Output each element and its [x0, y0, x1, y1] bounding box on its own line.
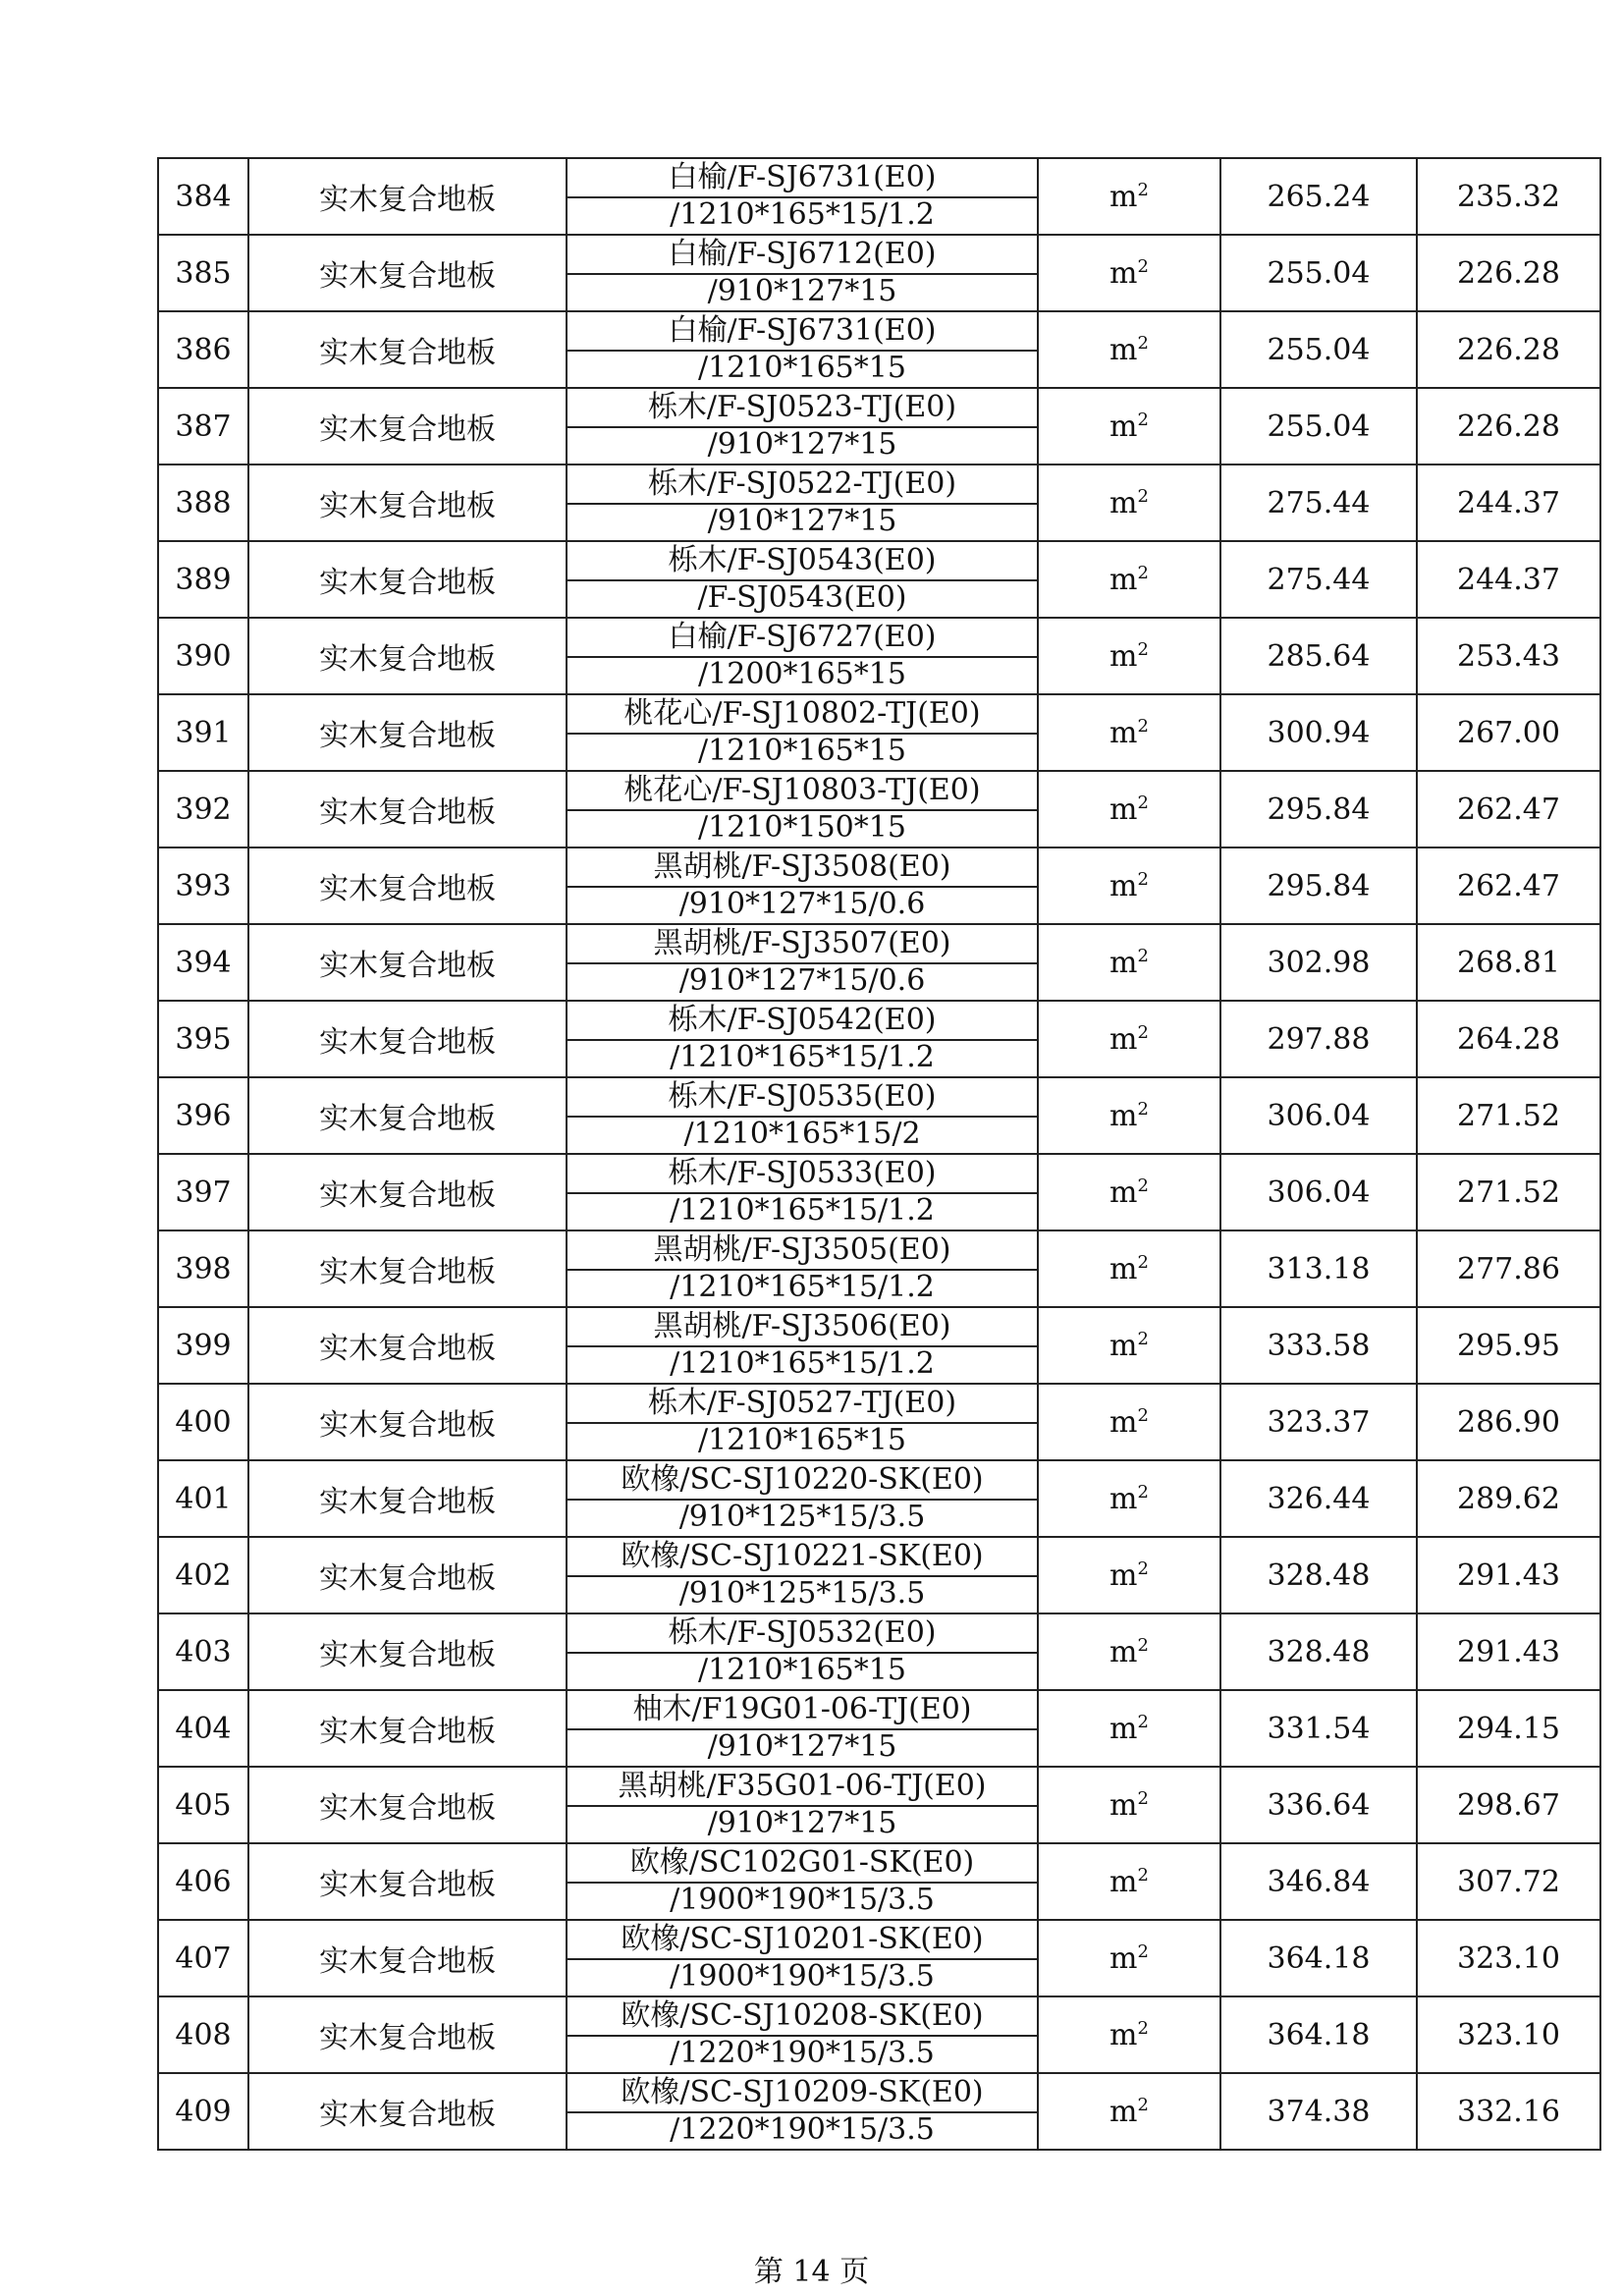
- unit-cell: [1038, 1154, 1220, 1230]
- unit-cell: [1038, 1384, 1220, 1460]
- price-primary: 275.44: [1220, 541, 1417, 618]
- price-secondary: 226.28: [1417, 388, 1600, 465]
- unit-superscript: 2: [1137, 1864, 1149, 1886]
- table-row: [158, 1613, 1600, 1690]
- table-row: [158, 924, 1600, 1001]
- spec-model: 黑胡桃/F-SJ3505(E0): [653, 1232, 951, 1267]
- spec-size: /910*125*15/3.5: [678, 1500, 926, 1534]
- table-row: [158, 235, 1600, 311]
- row-number: 394: [158, 924, 248, 1001]
- unit-cell: [1038, 158, 1220, 235]
- spec-model: 黑胡桃/F-SJ3508(E0): [653, 849, 951, 884]
- row-number: 403: [158, 1613, 248, 1690]
- table-row: [158, 1307, 1600, 1384]
- product-spec: [567, 1001, 1038, 1077]
- spec-model: 栎木/F-SJ0522-TJ(E0): [647, 466, 957, 501]
- spec-model: 栎木/F-SJ0543(E0): [668, 543, 937, 577]
- product-spec: [567, 1843, 1038, 1920]
- product-spec: [567, 1920, 1038, 1996]
- product-spec: [567, 1384, 1038, 1460]
- product-spec: [567, 924, 1038, 1001]
- spec-size: /910*127*15/0.6: [678, 963, 926, 998]
- unit-superscript: 2: [1137, 945, 1149, 966]
- spec-model: 桃花心/F-SJ10803-TJ(E0): [623, 773, 981, 807]
- unit-superscript: 2: [1137, 1328, 1149, 1349]
- row-number: 391: [158, 694, 248, 771]
- table-row: [158, 1001, 1600, 1077]
- unit-superscript: 2: [1137, 1711, 1149, 1732]
- unit-cell: [1038, 235, 1220, 311]
- spec-size: /910*127*15/0.6: [678, 887, 926, 921]
- price-secondary: 289.62: [1417, 1460, 1600, 1537]
- unit-superscript: 2: [1137, 179, 1149, 200]
- unit-base: m: [1109, 1404, 1138, 1440]
- unit-base: m: [1109, 332, 1138, 367]
- table-row: [158, 1690, 1600, 1767]
- unit-base: m: [1109, 409, 1138, 444]
- price-primary: 313.18: [1220, 1230, 1417, 1307]
- unit-superscript: 2: [1137, 715, 1149, 737]
- unit-base: m: [1109, 1175, 1138, 1210]
- price-secondary: 226.28: [1417, 235, 1600, 311]
- unit-superscript: 2: [1137, 1098, 1149, 1120]
- price-primary: 295.84: [1220, 771, 1417, 847]
- product-spec: [567, 1460, 1038, 1537]
- unit-base: m: [1109, 562, 1138, 597]
- spec-size: /1210*165*15: [698, 734, 906, 768]
- unit-superscript: 2: [1137, 1175, 1149, 1196]
- unit-base: m: [1109, 1251, 1138, 1286]
- unit-cell: [1038, 465, 1220, 541]
- unit-superscript: 2: [1137, 1558, 1149, 1579]
- row-number: 398: [158, 1230, 248, 1307]
- unit-base: m: [1109, 1634, 1138, 1669]
- spec-size: /F-SJ0543(E0): [697, 580, 907, 615]
- spec-model: 欧橡/SC-SJ10221-SK(E0): [621, 1539, 984, 1573]
- product-name: 实木复合地板: [248, 694, 567, 771]
- spec-size: /1210*165*15: [698, 351, 906, 385]
- price-primary: 331.54: [1220, 1690, 1417, 1767]
- unit-cell: [1038, 847, 1220, 924]
- row-number: 406: [158, 1843, 248, 1920]
- price-secondary: 235.32: [1417, 158, 1600, 235]
- product-name: 实木复合地板: [248, 924, 567, 1001]
- unit-base: m: [1109, 2017, 1138, 2052]
- unit-base: m: [1109, 485, 1138, 520]
- unit-base: m: [1109, 1711, 1138, 1746]
- spec-model: 栎木/F-SJ0535(E0): [668, 1079, 937, 1114]
- unit-base: m: [1109, 1864, 1138, 1899]
- product-name: 实木复合地板: [248, 1307, 567, 1384]
- table-row: [158, 1077, 1600, 1154]
- table-row: [158, 1154, 1600, 1230]
- unit-superscript: 2: [1137, 409, 1149, 430]
- table-row: [158, 388, 1600, 465]
- price-primary: 300.94: [1220, 694, 1417, 771]
- product-spec: [567, 1690, 1038, 1767]
- price-secondary: 307.72: [1417, 1843, 1600, 1920]
- unit-superscript: 2: [1137, 1941, 1149, 1962]
- spec-model: 白榆/F-SJ6712(E0): [668, 237, 937, 271]
- price-primary: 306.04: [1220, 1077, 1417, 1154]
- row-number: 385: [158, 235, 248, 311]
- unit-base: m: [1109, 179, 1138, 214]
- table-row: [158, 847, 1600, 924]
- price-primary: 285.64: [1220, 618, 1417, 694]
- page-footer: 第 14 页: [753, 2255, 870, 2289]
- price-primary: 295.84: [1220, 847, 1417, 924]
- spec-model: 欧橡/SC-SJ10220-SK(E0): [621, 1462, 984, 1497]
- price-secondary: 291.43: [1417, 1613, 1600, 1690]
- product-spec: [567, 1537, 1038, 1613]
- row-number: 399: [158, 1307, 248, 1384]
- unit-cell: [1038, 388, 1220, 465]
- spec-size: /910*127*15: [707, 427, 897, 462]
- unit-base: m: [1109, 638, 1138, 674]
- unit-base: m: [1109, 792, 1138, 827]
- spec-model: 栎木/F-SJ0527-TJ(E0): [647, 1386, 957, 1420]
- unit-cell: [1038, 2073, 1220, 2150]
- unit-base: m: [1109, 1098, 1138, 1133]
- row-number: 390: [158, 618, 248, 694]
- product-name: 实木复合地板: [248, 1613, 567, 1690]
- price-secondary: 262.47: [1417, 847, 1600, 924]
- product-name: 实木复合地板: [248, 1537, 567, 1613]
- table-row: [158, 1920, 1600, 1996]
- price-secondary: 291.43: [1417, 1537, 1600, 1613]
- table-body: [158, 158, 1600, 2150]
- product-spec: [567, 618, 1038, 694]
- spec-model: 栎木/F-SJ0533(E0): [668, 1156, 937, 1190]
- unit-cell: [1038, 1537, 1220, 1613]
- row-number: 404: [158, 1690, 248, 1767]
- product-spec: [567, 465, 1038, 541]
- product-name: 实木复合地板: [248, 1996, 567, 2073]
- unit-base: m: [1109, 1328, 1138, 1363]
- spec-model: 黑胡桃/F-SJ3506(E0): [653, 1309, 951, 1343]
- spec-size: /1900*190*15/3.5: [670, 1959, 935, 1994]
- price-primary: 275.44: [1220, 465, 1417, 541]
- price-primary: 255.04: [1220, 311, 1417, 388]
- unit-cell: [1038, 1001, 1220, 1077]
- spec-model: 栎木/F-SJ0542(E0): [668, 1003, 937, 1037]
- product-name: 实木复合地板: [248, 618, 567, 694]
- unit-base: m: [1109, 1021, 1138, 1057]
- product-name: 实木复合地板: [248, 2073, 567, 2150]
- product-spec: [567, 311, 1038, 388]
- unit-cell: [1038, 771, 1220, 847]
- table-row: [158, 1230, 1600, 1307]
- price-secondary: 262.47: [1417, 771, 1600, 847]
- unit-superscript: 2: [1137, 868, 1149, 890]
- product-spec: [567, 847, 1038, 924]
- row-number: 384: [158, 158, 248, 235]
- unit-superscript: 2: [1137, 792, 1149, 813]
- price-secondary: 295.95: [1417, 1307, 1600, 1384]
- product-name: 实木复合地板: [248, 1001, 567, 1077]
- row-number: 409: [158, 2073, 248, 2150]
- price-secondary: 286.90: [1417, 1384, 1600, 1460]
- product-name: 实木复合地板: [248, 465, 567, 541]
- unit-cell: [1038, 1767, 1220, 1843]
- spec-size: /1210*165*15/1.2: [670, 1270, 935, 1304]
- unit-superscript: 2: [1137, 638, 1149, 660]
- spec-size: /910*127*15: [707, 1729, 897, 1764]
- unit-cell: [1038, 1460, 1220, 1537]
- spec-size: /910*127*15: [707, 274, 897, 308]
- table-row: [158, 1767, 1600, 1843]
- product-name: 实木复合地板: [248, 311, 567, 388]
- unit-base: m: [1109, 945, 1138, 980]
- unit-superscript: 2: [1137, 2017, 1149, 2039]
- unit-base: m: [1109, 1941, 1138, 1976]
- row-number: 408: [158, 1996, 248, 2073]
- product-name: 实木复合地板: [248, 541, 567, 618]
- product-name: 实木复合地板: [248, 1460, 567, 1537]
- price-secondary: 277.86: [1417, 1230, 1600, 1307]
- spec-model: 欧橡/SC-SJ10208-SK(E0): [621, 1998, 984, 2033]
- price-secondary: 267.00: [1417, 694, 1600, 771]
- spec-size: /1900*190*15/3.5: [670, 1883, 935, 1917]
- spec-size: /910*127*15: [707, 1806, 897, 1840]
- table-row: [158, 1843, 1600, 1920]
- unit-superscript: 2: [1137, 255, 1149, 277]
- product-name: 实木复合地板: [248, 771, 567, 847]
- unit-cell: [1038, 924, 1220, 1001]
- unit-cell: [1038, 694, 1220, 771]
- price-primary: 364.18: [1220, 1920, 1417, 1996]
- price-primary: 328.48: [1220, 1613, 1417, 1690]
- unit-superscript: 2: [1137, 1634, 1149, 1656]
- table-row: [158, 465, 1600, 541]
- table-row: [158, 694, 1600, 771]
- price-secondary: 268.81: [1417, 924, 1600, 1001]
- unit-superscript: 2: [1137, 332, 1149, 354]
- price-primary: 323.37: [1220, 1384, 1417, 1460]
- unit-base: m: [1109, 715, 1138, 750]
- price-primary: 302.98: [1220, 924, 1417, 1001]
- price-secondary: 244.37: [1417, 541, 1600, 618]
- row-number: 393: [158, 847, 248, 924]
- unit-base: m: [1109, 1558, 1138, 1593]
- product-name: 实木复合地板: [248, 1154, 567, 1230]
- spec-size: /1210*165*15/1.2: [670, 1040, 935, 1074]
- table-row: [158, 618, 1600, 694]
- unit-base: m: [1109, 1787, 1138, 1823]
- product-spec: [567, 388, 1038, 465]
- price-secondary: 332.16: [1417, 2073, 1600, 2150]
- table-row: [158, 311, 1600, 388]
- price-table: [157, 157, 1601, 2151]
- price-secondary: 323.10: [1417, 1920, 1600, 1996]
- product-spec: [567, 1767, 1038, 1843]
- price-primary: 328.48: [1220, 1537, 1417, 1613]
- spec-size: /910*127*15: [707, 504, 897, 538]
- price-primary: 364.18: [1220, 1996, 1417, 2073]
- product-spec: [567, 1307, 1038, 1384]
- product-spec: [567, 1230, 1038, 1307]
- table-row: [158, 771, 1600, 847]
- spec-size: /1210*150*15: [698, 810, 906, 845]
- row-number: 395: [158, 1001, 248, 1077]
- price-secondary: 244.37: [1417, 465, 1600, 541]
- spec-size: /1210*165*15: [698, 1423, 906, 1457]
- unit-superscript: 2: [1137, 1787, 1149, 1809]
- unit-cell: [1038, 1996, 1220, 2073]
- product-spec: [567, 694, 1038, 771]
- product-spec: [567, 1613, 1038, 1690]
- unit-base: m: [1109, 255, 1138, 291]
- row-number: 401: [158, 1460, 248, 1537]
- product-name: 实木复合地板: [248, 1690, 567, 1767]
- price-primary: 306.04: [1220, 1154, 1417, 1230]
- price-secondary: 271.52: [1417, 1077, 1600, 1154]
- table-row: [158, 541, 1600, 618]
- price-secondary: 323.10: [1417, 1996, 1600, 2073]
- spec-size: /1220*190*15/3.5: [670, 2112, 935, 2147]
- product-spec: [567, 235, 1038, 311]
- row-number: 387: [158, 388, 248, 465]
- table-row: [158, 2073, 1600, 2150]
- product-spec: [567, 541, 1038, 618]
- price-primary: 297.88: [1220, 1001, 1417, 1077]
- row-number: 397: [158, 1154, 248, 1230]
- spec-model: 栎木/F-SJ0532(E0): [668, 1615, 937, 1650]
- unit-superscript: 2: [1137, 485, 1149, 507]
- spec-size: /1200*165*15: [698, 657, 906, 691]
- spec-model: 黑胡桃/F-SJ3507(E0): [653, 926, 951, 960]
- unit-superscript: 2: [1137, 562, 1149, 583]
- spec-model: 白榆/F-SJ6727(E0): [668, 620, 937, 654]
- spec-size: /910*125*15/3.5: [678, 1576, 926, 1611]
- product-name: 实木复合地板: [248, 847, 567, 924]
- price-primary: 374.38: [1220, 2073, 1417, 2150]
- price-primary: 255.04: [1220, 388, 1417, 465]
- product-spec: [567, 1077, 1038, 1154]
- spec-model: 黑胡桃/F35G01-06-TJ(E0): [618, 1769, 987, 1803]
- product-spec: [567, 158, 1038, 235]
- unit-superscript: 2: [1137, 2094, 1149, 2115]
- spec-model: 桃花心/F-SJ10802-TJ(E0): [623, 696, 981, 731]
- spec-model: 欧橡/SC-SJ10201-SK(E0): [621, 1922, 984, 1956]
- table-row: [158, 158, 1600, 235]
- row-number: 402: [158, 1537, 248, 1613]
- unit-base: m: [1109, 2094, 1138, 2129]
- product-name: 实木复合地板: [248, 1767, 567, 1843]
- product-name: 实木复合地板: [248, 388, 567, 465]
- spec-size: /1210*165*15/2: [683, 1117, 921, 1151]
- product-name: 实木复合地板: [248, 235, 567, 311]
- unit-superscript: 2: [1137, 1251, 1149, 1273]
- price-primary: 326.44: [1220, 1460, 1417, 1537]
- unit-base: m: [1109, 868, 1138, 903]
- price-secondary: 226.28: [1417, 311, 1600, 388]
- row-number: 389: [158, 541, 248, 618]
- row-number: 396: [158, 1077, 248, 1154]
- product-name: 实木复合地板: [248, 1920, 567, 1996]
- unit-cell: [1038, 311, 1220, 388]
- spec-model: 柚木/F19G01-06-TJ(E0): [632, 1692, 972, 1726]
- unit-cell: [1038, 1613, 1220, 1690]
- spec-size: /1220*190*15/3.5: [670, 2036, 935, 2070]
- spec-model: 栎木/F-SJ0523-TJ(E0): [647, 390, 957, 424]
- unit-superscript: 2: [1137, 1021, 1149, 1043]
- product-spec: [567, 771, 1038, 847]
- unit-cell: [1038, 1077, 1220, 1154]
- unit-cell: [1038, 618, 1220, 694]
- unit-cell: [1038, 1843, 1220, 1920]
- spec-size: /1210*165*15/1.2: [670, 1193, 935, 1228]
- row-number: 407: [158, 1920, 248, 1996]
- product-spec: [567, 1154, 1038, 1230]
- unit-superscript: 2: [1137, 1404, 1149, 1426]
- product-spec: [567, 1996, 1038, 2073]
- unit-base: m: [1109, 1481, 1138, 1516]
- table-row: [158, 1996, 1600, 2073]
- unit-cell: [1038, 541, 1220, 618]
- price-primary: 333.58: [1220, 1307, 1417, 1384]
- table-row: [158, 1384, 1600, 1460]
- spec-model: 白榆/F-SJ6731(E0): [668, 160, 937, 194]
- product-spec: [567, 2073, 1038, 2150]
- row-number: 388: [158, 465, 248, 541]
- spec-size: /1210*165*15/1.2: [670, 1346, 935, 1381]
- price-secondary: 294.15: [1417, 1690, 1600, 1767]
- spec-model: 欧橡/SC102G01-SK(E0): [629, 1845, 975, 1880]
- row-number: 386: [158, 311, 248, 388]
- unit-cell: [1038, 1920, 1220, 1996]
- price-secondary: 298.67: [1417, 1767, 1600, 1843]
- price-secondary: 264.28: [1417, 1001, 1600, 1077]
- price-secondary: 253.43: [1417, 618, 1600, 694]
- price-secondary: 271.52: [1417, 1154, 1600, 1230]
- spec-size: /1210*165*15: [698, 1653, 906, 1687]
- unit-superscript: 2: [1137, 1481, 1149, 1503]
- price-primary: 346.84: [1220, 1843, 1417, 1920]
- row-number: 392: [158, 771, 248, 847]
- price-primary: 265.24: [1220, 158, 1417, 235]
- spec-model: 欧橡/SC-SJ10209-SK(E0): [621, 2075, 984, 2109]
- price-primary: 336.64: [1220, 1767, 1417, 1843]
- spec-model: 白榆/F-SJ6731(E0): [668, 313, 937, 348]
- product-name: 实木复合地板: [248, 158, 567, 235]
- product-name: 实木复合地板: [248, 1843, 567, 1920]
- product-name: 实木复合地板: [248, 1077, 567, 1154]
- price-primary: 255.04: [1220, 235, 1417, 311]
- unit-cell: [1038, 1307, 1220, 1384]
- spec-size: /1210*165*15/1.2: [670, 197, 935, 232]
- product-name: 实木复合地板: [248, 1230, 567, 1307]
- table-row: [158, 1460, 1600, 1537]
- table-row: [158, 1537, 1600, 1613]
- product-name: 实木复合地板: [248, 1384, 567, 1460]
- row-number: 400: [158, 1384, 248, 1460]
- unit-cell: [1038, 1230, 1220, 1307]
- row-number: 405: [158, 1767, 248, 1843]
- unit-cell: [1038, 1690, 1220, 1767]
